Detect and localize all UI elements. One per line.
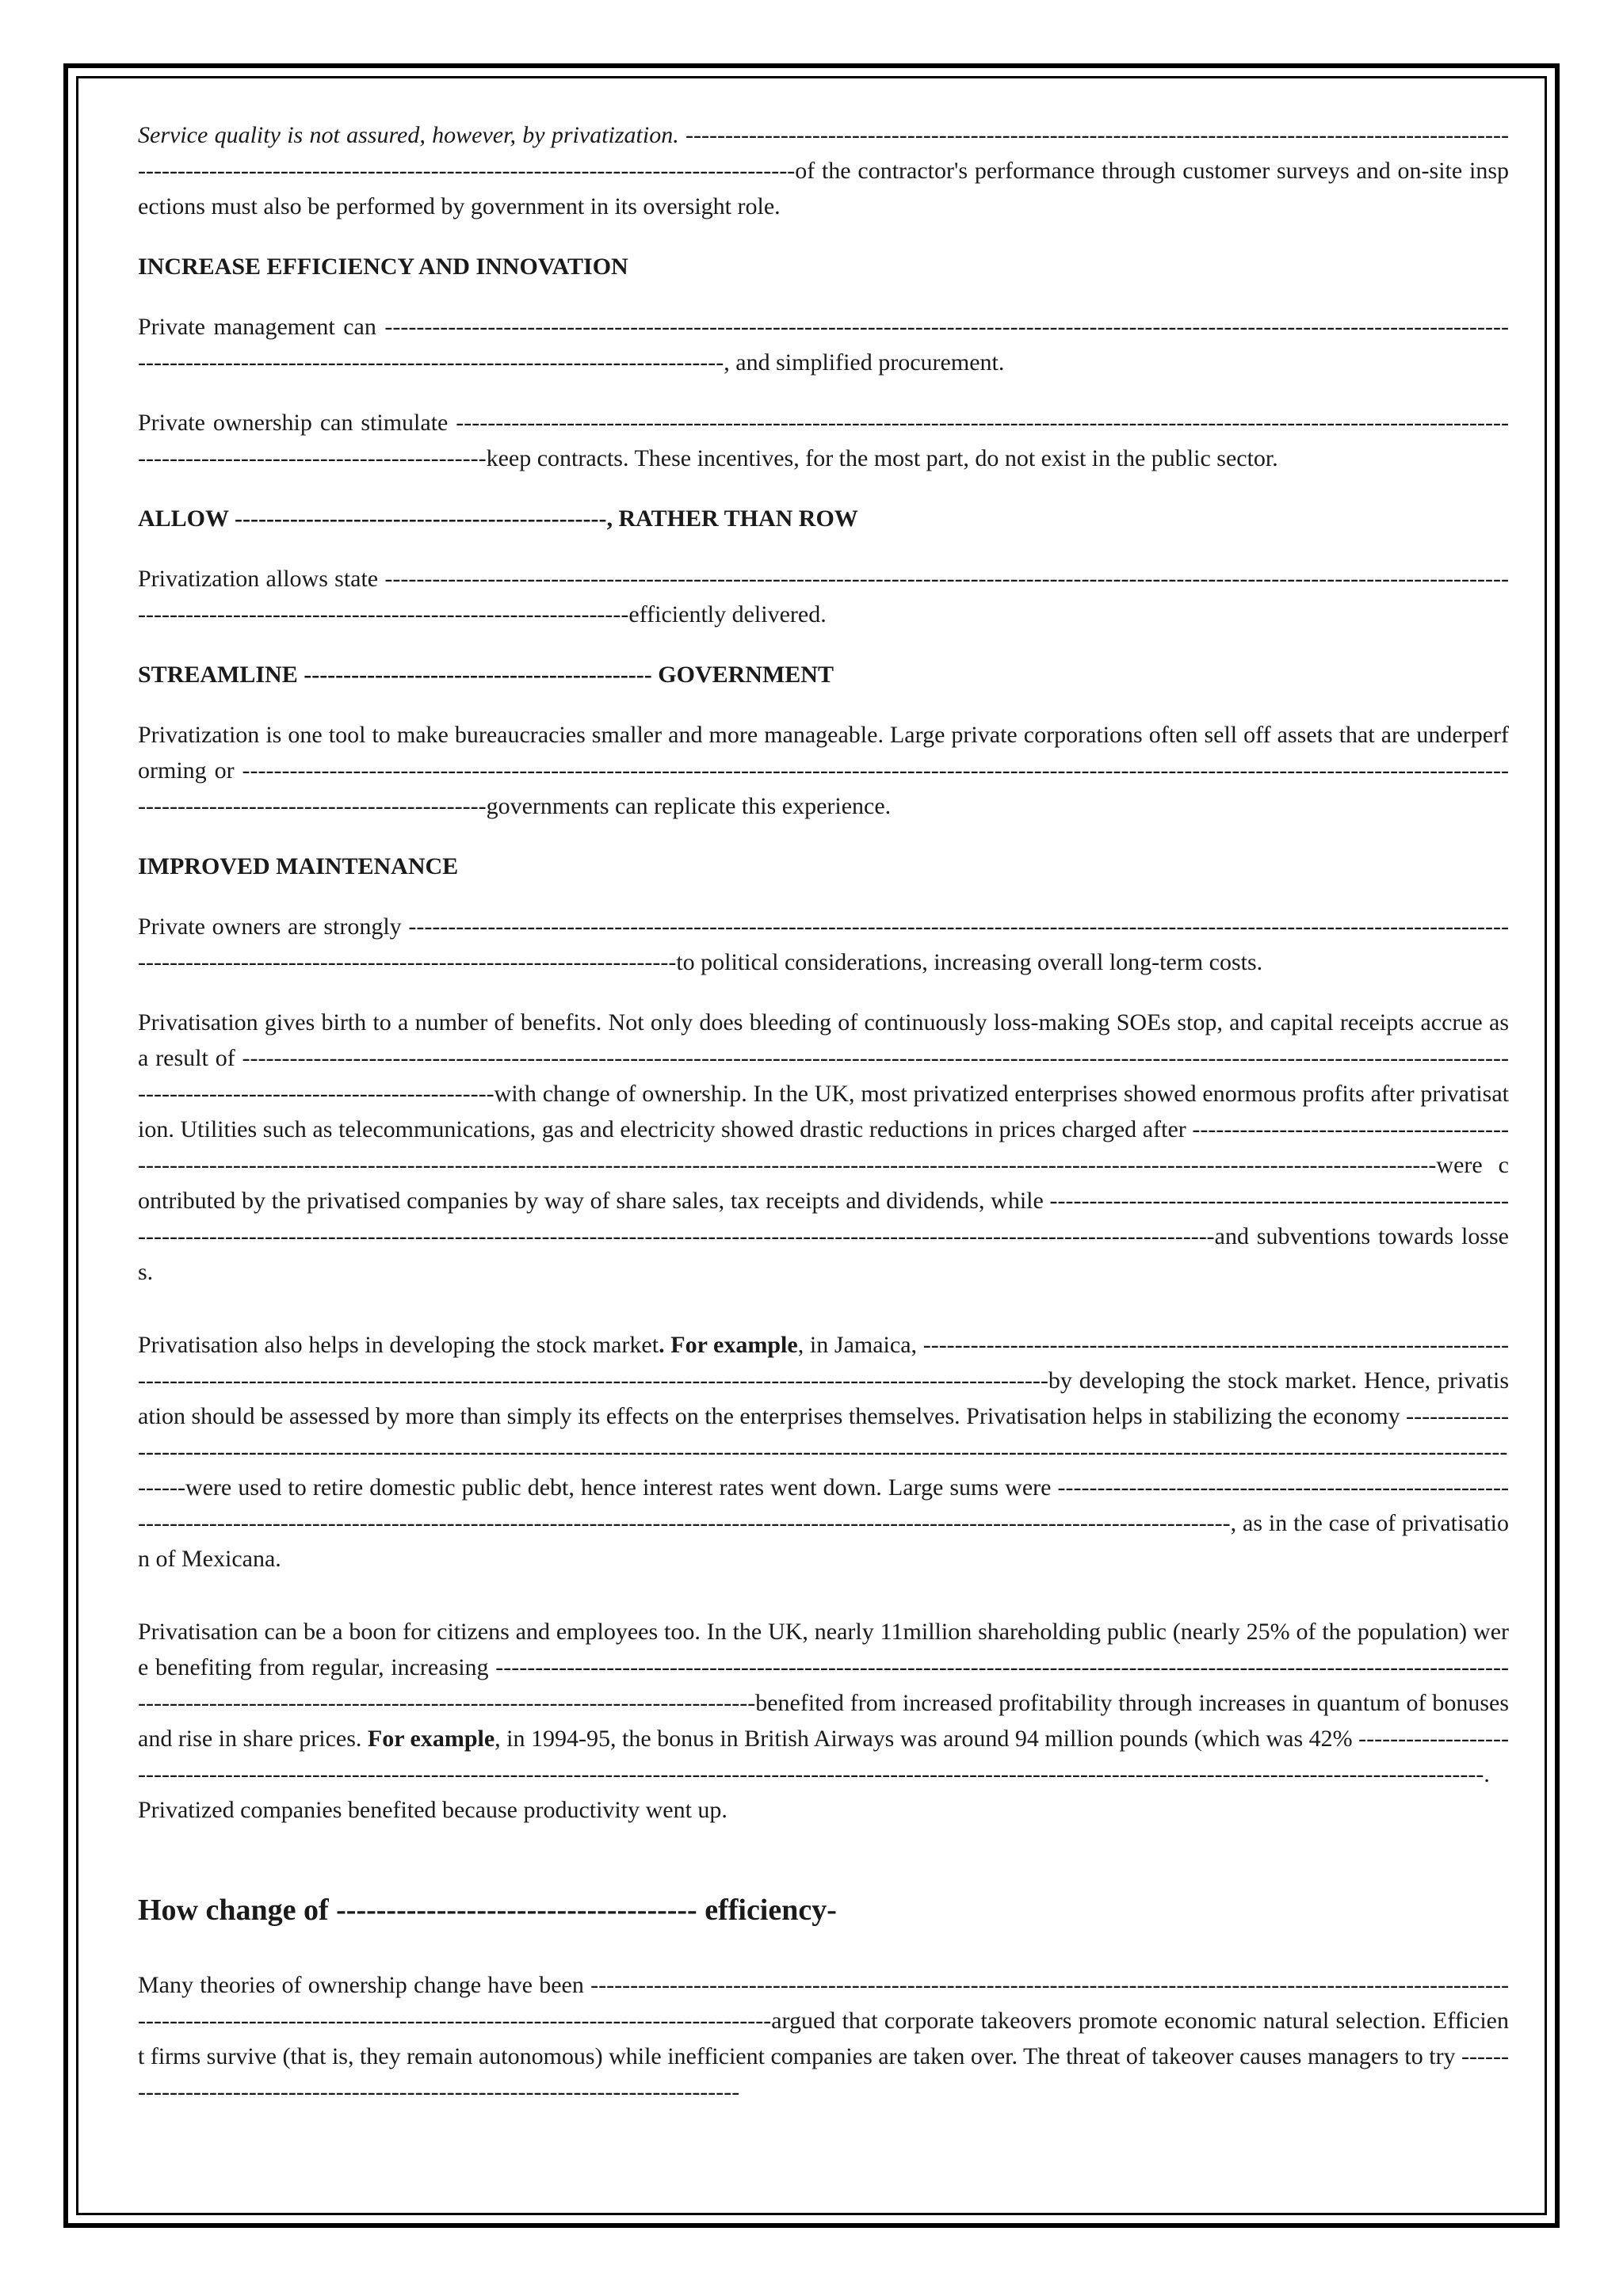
heading-increase-efficiency: INCREASE EFFICIENCY AND INNOVATION: [138, 254, 628, 280]
bold-example: For example: [367, 1726, 495, 1752]
paragraph-stock-market: [138, 1327, 1509, 1577]
paragraph-text: Privatisation also helps in developing the stock market: [138, 1332, 659, 1358]
paragraph-ownership-theories: Many theories of ownership change have been ----------------------------------------------------------------------------------------------------------------------------------------------------------------------------------------------------argued that corporate takeovers promote economic natural selection. Efficient firms survive (that is, they remain autonomous) while inefficient companies are taken over. The threat of takeover causes managers to try ----------------------------------------------------------------------------------: [138, 1972, 1509, 2105]
heading-improved-maintenance: IMPROVED MAINTENANCE: [138, 853, 459, 879]
paragraph-citizens-employees: [138, 1614, 1509, 1828]
italic-lead: Service quality is not assured, however, by privatization.: [138, 122, 679, 148]
paragraph-privatization-allows: Privatization allows state ------------------------------------------------------------------------------------------------------------------------------------------------------------------------------------------------------------efficiently delivered.: [138, 566, 1509, 627]
paragraph-text: , in Jamaica, ---------------------------------------------------------------------------------------------------------------------------------------------------------------------------------------------by developing the stock market. Hence, privatisation should be assessed by more than simply its effects on the enterprises themselves. Privatisation helps in stabilizing the economy ------------------------------------------------------------------------------------------------------------------------------------------------------------------------------------------------were used to retire domestic public debt, hence interest rates went down. Large sums were ---------------------------------------------------------------------------------------------------------------------------------------------------------------------------------------------------, as in the case of privatisation of Mexicana.: [138, 1332, 1509, 1572]
paragraph-private-owners: Private owners are strongly ---------------------------------------------------------------------------------------------------------------------------------------------------------------------------------------------------------------to political considerations, increasing overall long-term costs.: [138, 913, 1509, 975]
heading-allow: ALLOW -----------------------------------------------, RATHER THAN ROW: [138, 505, 858, 532]
paragraph-text: Privatisation can be a boon for citizens and employees too. In the UK, nearly 11million shareholding public (nearly 25% of the population) were benefiting from regular, increasing --------------------------------------------------------------------------------------------------------------------------------------------------------------------------------------------------------------benefited from increased profitability through increases in quantum of bonuses and rise in share prices.: [138, 1619, 1509, 1752]
paragraph-bureaucracies: Privatization is one tool to make bureaucracies smaller and more manageable. Large private corporations often sell off assets that are underperforming or ------------------------------------------------------------------------------------------------------------------------------------------------------------------------------------------------------------governments can replicate this experience.: [138, 722, 1509, 819]
paragraph-private-ownership: Private ownership can stimulate ---------------------------------------------------------------------------------------------------------------------------------------------------------------------------------keep contracts. These incentives, for the most part, do not exist in the public sector.: [138, 410, 1509, 471]
paragraph-benefits: Privatisation gives birth to a number of benefits. Not only does bleeding of continuously loss-making SOEs stop, and capital receipts accrue as a result of -------------------------------------------------------------------------------------------------------------------------------------------------------------------------------------------------------------with change of ownership. In the UK, most privatized enterprises showed enormous profits after privatisation. Utilities such as telecommunications, gas and electricity showed drastic reductions in prices charged after ------------------------------------------------------------------------------------------------------------------------------------------------------------------------------------------------------------were contributed by the privatised companies by way of share sales, tax receipts and dividends, while --------------------------------------------------------------------------------------------------------------------------------------------------------------------------------------------------and subventions towards losses.: [138, 1009, 1509, 1285]
heading-how-change: How change of ------------------------------------ efficiency-: [138, 1894, 837, 1927]
paragraph-private-management: Private management can ------------------------------------------------------------------------------------------------------------------------------------------------------------------------------------------------------------------------, and simplified procurement.: [138, 314, 1509, 376]
paragraph-service-quality: [138, 117, 1509, 224]
paragraph-text: , in 1994-95, the bonus in British Airways was around 94 million pounds (which was 42% ---------------------------------------------------------------------------------------------------------------------------------------------------------------------------------------------. Privatized companies benefited because productivity went up.: [138, 1726, 1509, 1823]
paragraph-text: -------------------------------------------------------------------------------------------------------------------------------------------------------------------------------------------of the contractor's performance through customer surveys and on-site inspections must also be performed by government in its oversight role.: [138, 122, 1510, 219]
bold-example: . For example: [659, 1332, 798, 1358]
heading-streamline: STREAMLINE -------------------------------------------- GOVERNMENT: [138, 662, 834, 688]
document-body: [138, 117, 1509, 2110]
